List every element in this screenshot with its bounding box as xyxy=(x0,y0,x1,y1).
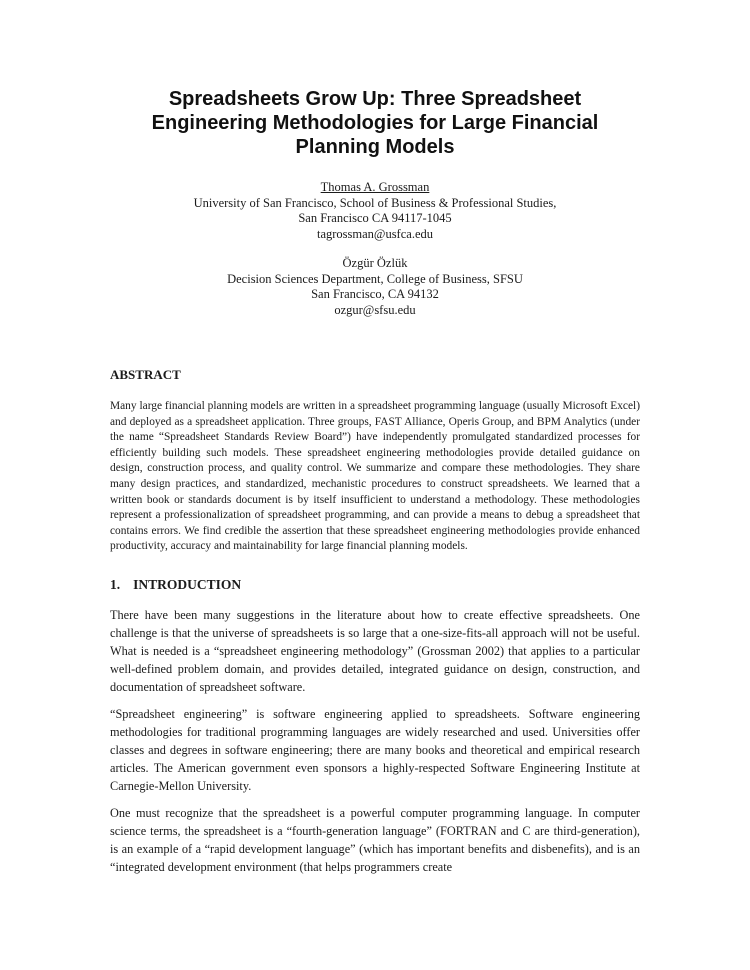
author-affiliation: Decision Sciences Department, College of Business, SFSU xyxy=(227,271,523,286)
abstract-body: Many large financial planning models are written in a spreadsheet programming language (usually Microsoft Excel) and deployed as a spreadsheet application. Three groups, FAST Alliance, Operis Group, and BPM Analytics (under the name “Spreadsheet Standards Review Board”) have independently promulgated standardized processes for efficiently building such models. These spreadsheet engineering methodologies provide detailed guidance on design, construction process, and quality control. We summarize and compare these methodologies. They share many design practices, and standardized, mechanistic procedures to construct spreadsheets. We learned that a written book or standards document is by itself insufficient to understand a methodology. These methodologies represent a professionalization of spreadsheet programming, and can provide a means to debug a spreadsheet that contains errors. We find credible the assertion that these spreadsheet engineering methodologies provide enhanced productivity, accuracy and maintainability for large financial planning models. xyxy=(110,400,640,553)
author-address: San Francisco CA 94117-1045 xyxy=(298,211,452,225)
author-address: San Francisco, CA 94132 xyxy=(311,287,439,301)
intro-paragraph-2: “Spreadsheet engineering” is software engineering applied to spreadsheets. Software engineering methodologies for traditional programming languages are widely researched and used. Universities offer classes and degrees in software engineering; there are many books and theoretical and empirical research articles. The American government even sponsors a highly-respected Software Engineering Institute at Carnegie-Mellon University. xyxy=(110,706,640,793)
author-block-ozluk xyxy=(110,256,640,318)
intro-paragraph-1: There have been many suggestions in the literature about how to create effective spreadsheets. One challenge is that the universe of spreadsheets is so large that a one-size-fits-all approach will not be useful. What is needed is a “spreadsheet engineering methodology” (Grossman 2002) that applies to a particular well-defined problem domain, and provides detailed, integrated guidance on design, construction, and documentation of spreadsheet software. xyxy=(110,607,640,694)
page-content xyxy=(110,0,640,876)
author-email: tagrossman@usfca.edu xyxy=(317,226,433,241)
paper-title xyxy=(110,0,640,159)
author-affiliation: University of San Francisco, School of Business & Professional Studies, xyxy=(193,195,557,210)
author-name xyxy=(110,180,640,196)
section-title: INTRODUCTION xyxy=(133,576,242,592)
author-block-grossman xyxy=(110,180,640,242)
abstract-heading: ABSTRACT xyxy=(110,367,181,382)
paper-title-line-1: Spreadsheets Grow Up: Three Spreadsheet xyxy=(168,88,582,110)
paper-title-line-2: Engineering Methodologies for Large Financial xyxy=(151,112,599,134)
paper-title-line-3: Planning Models xyxy=(295,136,455,158)
author-name-text: Thomas A. Grossman xyxy=(320,180,430,194)
author-email: ozgur@sfsu.edu xyxy=(334,302,416,317)
intro-paragraph-3: One must recognize that the spreadsheet is a powerful computer programming language. In computer science terms, the spreadsheet is a “fourth-generation language” (FORTRAN and C are third-generation), is an example of a “rapid development language” (which has important benefits and disbenefits), and is an “integrated development environment (that helps programmers create xyxy=(110,805,640,874)
section-number: 1. xyxy=(110,576,121,592)
author-name: Özgür Özlük xyxy=(342,256,408,270)
section-heading-introduction xyxy=(110,576,640,593)
